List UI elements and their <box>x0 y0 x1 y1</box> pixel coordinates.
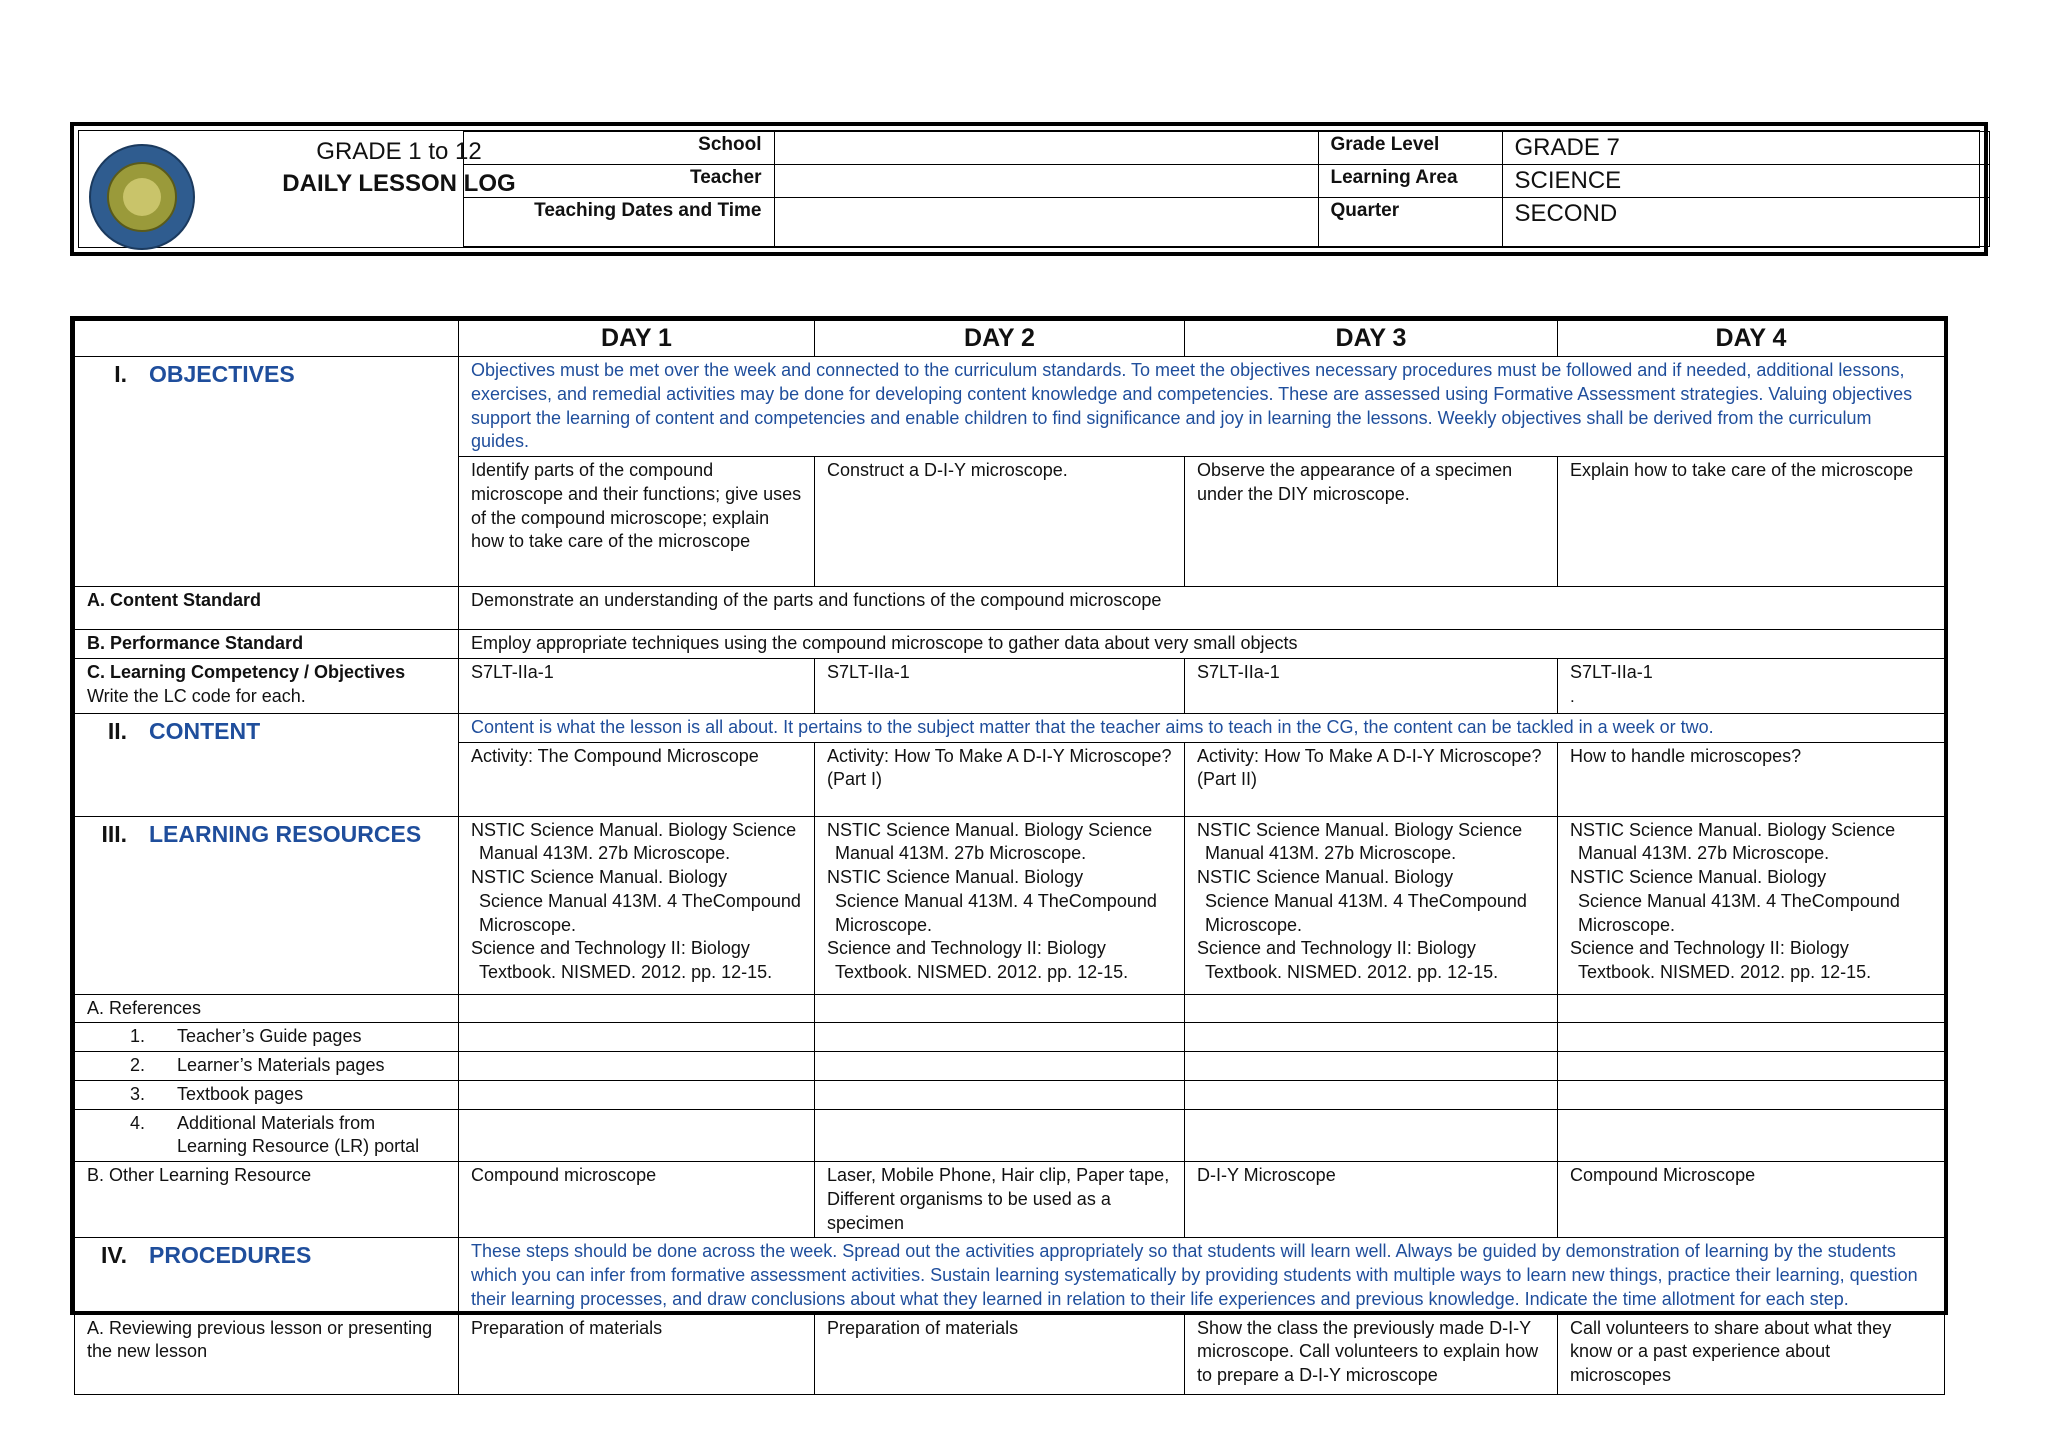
title-line-2: DAILY LESSON LOG <box>282 169 516 197</box>
competency-code-day-1[interactable]: S7LT-IIa-1 <box>459 658 815 713</box>
reference-label: Teacher’s Guide pages <box>177 1026 362 1047</box>
reference-item-1 <box>75 1023 459 1052</box>
grade-value[interactable]: GRADE 7 <box>1502 132 1989 165</box>
competency-code-day-4-cell[interactable] <box>1558 658 1945 713</box>
review-day-1[interactable]: Preparation of materials <box>459 1314 815 1394</box>
resource-line: NSTIC Science Manual. Biology Science <box>827 819 1153 840</box>
resource-line: Microscope. <box>835 914 933 935</box>
content-heading-cell <box>75 713 459 816</box>
reference-item-4 <box>75 1109 459 1162</box>
deped-seal-icon <box>89 144 195 250</box>
objective-day-3[interactable] <box>1185 457 1558 587</box>
learners-materials-day-1[interactable] <box>459 1052 815 1081</box>
resource-line: Microscope. <box>1205 914 1303 935</box>
teachers-guide-day-4[interactable] <box>1558 1023 1945 1052</box>
reference-item-2 <box>75 1052 459 1081</box>
references-day-4[interactable] <box>1558 994 1945 1023</box>
resource-line: Textbook. NISMED. 2012. pp. 12-15. <box>835 962 1129 982</box>
other-resources-day-3[interactable]: D-I-Y Microscope <box>1185 1162 1558 1238</box>
learners-materials-day-4[interactable] <box>1558 1052 1945 1081</box>
header-inner <box>78 130 1980 248</box>
resource-line: Science Manual 413M. 4 TheCompound <box>479 890 801 911</box>
competency-code-day-4: S7LT-IIa-1 <box>1570 661 1653 682</box>
competency-code-day-3[interactable]: S7LT-IIa-1 <box>1185 658 1558 713</box>
resource-line: Science Manual 413M. 4 TheCompound <box>1578 890 1900 911</box>
objective-day-1-text: Identify parts of the compound microscope and their functions; give uses of the compound microscope; explain how to take care of the microscope <box>471 460 802 552</box>
competency-code-day-2[interactable]: S7LT-IIa-1 <box>815 658 1185 713</box>
resources-day-2[interactable] <box>815 816 1185 994</box>
other-resources-day-1[interactable]: Compound microscope <box>459 1162 815 1238</box>
references-day-2[interactable] <box>815 994 1185 1023</box>
resources-title: LEARNING RESOURCES <box>149 820 422 847</box>
resource-line: NSTIC Science Manual. Biology Science <box>471 819 797 840</box>
reference-item-3 <box>75 1080 459 1109</box>
teachers-guide-day-1[interactable] <box>459 1023 815 1052</box>
objectives-note: Objectives must be met over the week and connected to the curriculum standards. To meet the objectives necessary procedures must be followed and if needed, additional lessons, exercises, and remedial activities may be done for developing content knowledge and competencies. These are assessed using Formative Assessment strategies. Valuing objectives support the learning of content and competencies and enable children to find significance and joy in learning the lessons. Weekly objectives shall be derived from the curriculum guides. <box>459 357 1945 457</box>
objectives-number: I. <box>114 361 127 387</box>
content-day-1[interactable]: Activity: The Compound Microscope <box>459 742 815 816</box>
objectives-heading-cell <box>75 357 459 587</box>
resource-line: NSTIC Science Manual. Biology <box>1197 867 1454 887</box>
teacher-label: Teacher <box>463 165 774 198</box>
procedures-title: PROCEDURES <box>149 1242 312 1269</box>
title-cell <box>79 132 516 247</box>
references-day-1[interactable] <box>459 994 815 1023</box>
textbook-day-1[interactable] <box>459 1080 815 1109</box>
grade-label: Grade Level <box>1318 132 1502 165</box>
resources-day-1[interactable] <box>459 816 815 994</box>
competency-sublabel: Write the LC code for each. <box>87 685 306 706</box>
content-day-2[interactable]: Activity: How To Make A D-I-Y Microscope? (Part I) <box>815 742 1185 816</box>
lr-portal-day-3[interactable] <box>1185 1109 1558 1162</box>
header-table <box>79 131 1990 247</box>
objective-day-1[interactable] <box>459 457 815 587</box>
other-resources-day-2[interactable]: Laser, Mobile Phone, Hair clip, Paper tape, Different organisms to be used as a specimen <box>815 1162 1185 1238</box>
lr-portal-day-1[interactable] <box>459 1109 815 1162</box>
title-line-1: GRADE 1 to 12 <box>316 137 482 165</box>
quarter-label: Quarter <box>1318 198 1502 247</box>
resource-line: Science and Technology II: Biology <box>1197 938 1476 959</box>
textbook-day-4[interactable] <box>1558 1080 1945 1109</box>
resource-line: NSTIC Science Manual. Biology <box>471 867 728 887</box>
resource-line: NSTIC Science Manual. Biology <box>1570 867 1827 887</box>
resource-line: Manual 413M. 27b Microscope. <box>835 843 1087 864</box>
dates-value[interactable] <box>774 198 1318 247</box>
content-standard-label: A. Content Standard <box>75 587 459 630</box>
teachers-guide-day-3[interactable] <box>1185 1023 1558 1052</box>
other-resources-label: B. Other Learning Resource <box>75 1162 459 1238</box>
header-box <box>70 122 1988 256</box>
objective-day-4[interactable] <box>1558 457 1945 587</box>
review-day-3[interactable]: Show the class the previously made D-I-Y microscope. Call volunteers to explain how to prepare a D-I-Y microscope <box>1185 1314 1558 1394</box>
review-day-2[interactable]: Preparation of materials <box>815 1314 1185 1394</box>
references-label: A. References <box>75 994 459 1023</box>
objective-day-4-text: Explain how to take care of the microscope <box>1570 460 1914 480</box>
objective-day-3-text: Observe the appearance of a specimen under the DIY microscope. <box>1197 460 1513 504</box>
content-day-4[interactable]: How to handle microscopes? <box>1558 742 1945 816</box>
competency-label-cell <box>75 658 459 713</box>
resource-line: Textbook. NISMED. 2012. pp. 12-15. <box>479 962 773 982</box>
resources-day-4[interactable] <box>1558 816 1945 994</box>
resources-number: III. <box>101 820 127 847</box>
area-value[interactable]: SCIENCE <box>1502 165 1989 198</box>
teachers-guide-day-2[interactable] <box>815 1023 1185 1052</box>
content-number: II. <box>107 717 127 744</box>
reference-number: 4. <box>129 1112 145 1133</box>
performance-standard-label: B. Performance Standard <box>75 630 459 659</box>
area-label: Learning Area <box>1318 165 1502 198</box>
learners-materials-day-3[interactable] <box>1185 1052 1558 1081</box>
resource-line: Science Manual 413M. 4 TheCompound <box>835 890 1157 911</box>
competency-day-4-dot: . <box>1570 686 1575 706</box>
reference-number: 2. <box>129 1055 145 1075</box>
other-resources-day-4[interactable]: Compound Microscope <box>1558 1162 1945 1238</box>
review-day-4[interactable]: Call volunteers to share about what they know or a past experience about microscopes <box>1558 1314 1945 1394</box>
resource-line: Science and Technology II: Biology <box>827 938 1106 959</box>
lr-portal-day-4[interactable] <box>1558 1109 1945 1162</box>
day-header-4: DAY 4 <box>1558 321 1945 357</box>
textbook-day-2[interactable] <box>815 1080 1185 1109</box>
resource-line: Science Manual 413M. 4 TheCompound <box>1205 890 1527 911</box>
resource-line: Science and Technology II: Biology <box>471 938 750 959</box>
objective-day-2-text: Construct a D-I-Y microscope. <box>827 460 1068 480</box>
lesson-log-table <box>74 320 1945 1395</box>
objective-day-2[interactable] <box>815 457 1185 587</box>
resource-line: Microscope. <box>1578 914 1676 935</box>
reference-number: 3. <box>129 1083 145 1104</box>
resource-line: Microscope. <box>479 914 577 935</box>
resource-line: Textbook. NISMED. 2012. pp. 12-15. <box>1205 962 1499 982</box>
school-value[interactable] <box>774 132 1318 165</box>
references-day-3[interactable] <box>1185 994 1558 1023</box>
reference-label: Textbook pages <box>177 1083 304 1104</box>
resource-line: NSTIC Science Manual. Biology Science <box>1197 819 1523 840</box>
learners-materials-day-2[interactable] <box>815 1052 1185 1081</box>
resources-heading-cell <box>75 816 459 994</box>
review-label: A. Reviewing previous lesson or presenting the new lesson <box>75 1314 459 1394</box>
resources-day-3[interactable] <box>1185 816 1558 994</box>
day-header-1: DAY 1 <box>459 321 815 357</box>
reference-label: Learner’s Materials pages <box>177 1055 385 1075</box>
procedures-heading-cell <box>75 1238 459 1314</box>
competency-label: C. Learning Competency / Objectives <box>87 661 406 682</box>
resource-line: Manual 413M. 27b Microscope. <box>1578 843 1830 864</box>
procedures-number: IV. <box>100 1242 127 1269</box>
resource-line: NSTIC Science Manual. Biology Science <box>1570 819 1896 840</box>
resource-line: NSTIC Science Manual. Biology <box>827 867 1084 887</box>
lesson-log-table-box <box>70 316 1948 1385</box>
objectives-title: OBJECTIVES <box>149 361 295 387</box>
procedures-note: These steps should be done across the week. Spread out the activities appropriately so that students will learn well. Always be guided by demonstration of learning by the students which you can infer from formative assessment activities. Sustain learning systematically by providing students with multiple ways to learn new things, practice their learning, question their learning processes, and draw conclusions about what they learned in relation to their life experiences and previous knowledge. Indicate the time allotment for each step. <box>459 1238 1945 1314</box>
resource-line: Science and Technology II: Biology <box>1570 938 1849 959</box>
lr-portal-day-2[interactable] <box>815 1109 1185 1162</box>
content-title: CONTENT <box>149 717 261 744</box>
content-standard-text[interactable]: Demonstrate an understanding of the parts and functions of the compound microscope <box>459 587 1945 630</box>
content-note: Content is what the lesson is all about. It pertains to the subject matter that the teacher aims to teach in the CG, the content can be tackled in a week or two. <box>459 713 1945 742</box>
content-day-3[interactable]: Activity: How To Make A D-I-Y Microscope? (Part II) <box>1185 742 1558 816</box>
day-header-2: DAY 2 <box>815 321 1185 357</box>
resource-line: Textbook. NISMED. 2012. pp. 12-15. <box>1578 962 1872 982</box>
textbook-day-3[interactable] <box>1185 1080 1558 1109</box>
day-header-3: DAY 3 <box>1185 321 1558 357</box>
resource-line: Manual 413M. 27b Microscope. <box>1205 843 1457 864</box>
quarter-value[interactable]: SECOND <box>1502 198 1989 247</box>
dates-label: Teaching Dates and Time <box>463 198 774 247</box>
corner-cell <box>75 321 459 357</box>
teacher-value[interactable] <box>774 165 1318 198</box>
reference-number: 1. <box>129 1026 145 1047</box>
school-label: School <box>463 132 774 165</box>
resource-line: Manual 413M. 27b Microscope. <box>479 843 731 864</box>
reference-label: Additional Materials from Learning Resource (LR) portal <box>177 1112 420 1157</box>
performance-standard-text[interactable]: Employ appropriate techniques using the compound microscope to gather data about very small objects <box>459 630 1945 659</box>
